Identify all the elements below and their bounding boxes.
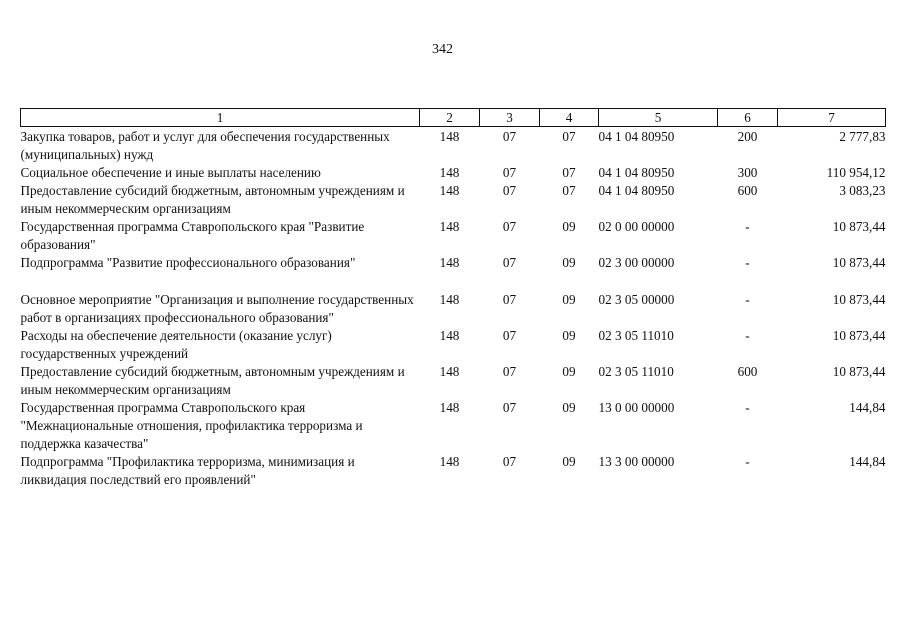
row-col-5: 13 0 00 00000 [598,400,675,415]
column-header-6: 6 [718,109,778,127]
row-col-2: 148 [439,129,460,144]
column-header-2: 2 [420,109,480,127]
table-row [21,399,886,453]
row-col-3: 07 [502,454,517,469]
row-col-3: 07 [502,400,517,415]
column-header-1: 1 [21,109,420,127]
row-name: Государственная программа Ставропольского края "Межнациональные отношения, профилактика терроризма и поддержка казачества" [20,400,363,451]
row-amount: 10 873,44 [832,255,886,270]
column-header-4: 4 [540,109,599,127]
page-number: 342 [432,42,453,57]
table-row [21,363,886,399]
row-amount: 110 954,12 [826,165,886,180]
row-col-3: 07 [502,129,517,144]
row-col-4: 09 [562,364,576,379]
row-col-3: 07 [502,165,517,180]
table-row [21,453,886,489]
column-header-5: 5 [599,109,718,127]
row-amount: 10 873,44 [832,219,886,234]
row-col-6: - [745,255,750,270]
row-col-3: 07 [502,292,517,307]
row-col-2: 148 [439,255,460,270]
table-row [21,164,886,182]
row-col-5: 04 1 04 80950 [598,165,675,180]
row-col-5: 04 1 04 80950 [598,183,675,198]
row-name: Основное мероприятие "Организация и выполнение государственных работ в организациях профессионального образования" [20,292,414,325]
row-col-2: 148 [439,364,460,379]
row-col-5: 02 3 05 11010 [598,364,674,379]
row-col-6: 600 [737,364,758,379]
row-amount: 10 873,44 [832,328,886,343]
row-col-6: 200 [737,129,758,144]
row-col-3: 07 [502,255,517,270]
row-col-6: - [745,328,750,343]
row-name: Предоставление субсидий бюджетным, автономным учреждениям и иным некоммерческим организациям [20,364,405,397]
budget-table [20,108,886,489]
row-name: Подпрограмма "Профилактика терроризма, минимизация и ликвидация последствий его проявлений" [20,454,355,487]
row-amount: 144,84 [849,454,886,469]
table-row [21,182,886,218]
row-col-4: 07 [562,183,576,198]
table-row [21,218,886,254]
row-col-4: 09 [562,255,576,270]
row-name: Государственная программа Ставропольского края "Развитие образования" [20,219,365,252]
row-name: Расходы на обеспечение деятельности (оказание услуг) государственных учреждений [20,328,332,361]
row-col-3: 07 [502,364,517,379]
row-col-5: 02 3 05 11010 [598,328,674,343]
row-col-5: 13 3 00 00000 [598,454,675,469]
row-col-2: 148 [439,292,460,307]
row-amount: 144,84 [849,400,886,415]
blank-spacer-row [21,272,886,291]
row-amount: 10 873,44 [832,292,886,307]
row-col-6: - [745,400,750,415]
row-col-2: 148 [439,165,460,180]
row-col-5: 02 0 00 00000 [598,219,675,234]
row-col-3: 07 [502,328,517,343]
row-col-5: 02 3 05 00000 [598,292,675,307]
table-row [21,327,886,363]
row-col-4: 07 [562,165,576,180]
row-col-6: - [745,292,750,307]
row-col-4: 09 [562,292,576,307]
row-name: Закупка товаров, работ и услуг для обеспечения государственных (муниципальных) нужд [20,129,390,162]
table-row [21,291,886,327]
row-col-4: 09 [562,454,576,469]
row-col-4: 09 [562,219,576,234]
row-col-2: 148 [439,219,460,234]
row-col-6: - [745,219,750,234]
row-name: Подпрограмма "Развитие профессионального образования" [20,255,356,270]
row-col-2: 148 [439,400,460,415]
row-amount: 2 777,83 [839,129,886,144]
row-col-6: 300 [737,165,758,180]
row-col-5: 04 1 04 80950 [598,129,675,144]
row-amount: 3 083,23 [839,183,886,198]
row-amount: 10 873,44 [832,364,886,379]
table-row [21,254,886,272]
spacer-cell [21,272,886,291]
row-col-2: 148 [439,454,460,469]
row-col-4: 09 [562,400,576,415]
header-row [21,109,886,127]
column-header-7: 7 [778,109,886,127]
table-row [21,127,886,165]
row-col-3: 07 [502,219,517,234]
row-name: Социальное обеспечение и иные выплаты населению [20,165,321,180]
row-col-6: 600 [737,183,758,198]
row-col-3: 07 [502,183,517,198]
row-col-2: 148 [439,183,460,198]
row-col-5: 02 3 00 00000 [598,255,675,270]
row-col-6: - [745,454,750,469]
row-col-4: 07 [562,129,576,144]
row-name: Предоставление субсидий бюджетным, автономным учреждениям и иным некоммерческим организациям [20,183,405,216]
column-header-3: 3 [480,109,540,127]
row-col-4: 09 [562,328,576,343]
row-col-2: 148 [439,328,460,343]
